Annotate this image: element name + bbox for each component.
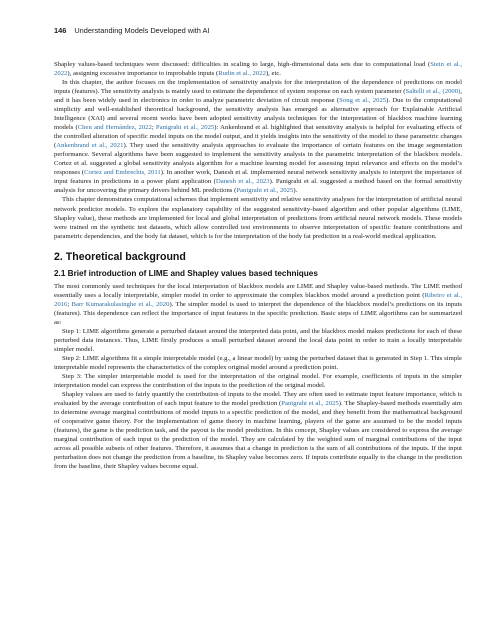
- citation-link[interactable]: Rudin et al., 2022: [218, 70, 266, 78]
- body-text: [54, 60, 462, 471]
- citation-link[interactable]: Ankenbrand et al., 2021: [56, 142, 124, 150]
- text-run: ). The Shapley-based methods essentially aim to determine average marginal contributions of model inputs to a specific prediction of the model, and they benefit from the mathematical background of cooperative game theory. For the implementation of game theory in machine learning, players of the game are assumed to be the model inputs (features), the game is the prediction task, and the payout is the model prediction. In this concept, Shapley values are considered to express the average marginal contribution of each input to the prediction of the model. They are calculated by the weighted sum of marginal contributions of the input across all possible subsets of other features. Therefore, it assumes that a change in prediction is the sum of all contributions of the inputs. If the input perturbation does not change the prediction from a baseline, its Shapley value becomes zero. If inputs contribute equally to the change in the prediction from the baseline, their Shapley values become equal.: [54, 400, 462, 471]
- text-run: ;: [67, 300, 72, 308]
- text-run: ). Due to the computational simplicity and well-established theoretical background, the sensitivity analysis has emerged as alternative approach for Explainable Artificial Intelligence (XAI) and several recent works have been adopted sensitivity analysis techniques for the interpretation of blackbox machine learning models (: [54, 97, 462, 132]
- text-run: ). The simpler model is used to interpret the dependence of the blackbox model’s predictions on its inputs (features). This dependence can reflect the importance of input features in the specific prediction. Basic steps of LIME algorithms can be summarized as:: [54, 300, 462, 326]
- text-run: Step 3: The simpler interpretable model is used for the interpretation of the original model. For example, coefficients of inputs in the simpler interpretation model can express the contribution of the inputs to the prediction of the original model.: [54, 372, 462, 389]
- paragraph: [54, 390, 462, 471]
- citation-link[interactable]: Panigrahi et al., 2025: [155, 124, 215, 132]
- running-header: [54, 26, 462, 36]
- paragraph: [54, 327, 462, 354]
- text-run: ;: [151, 124, 156, 132]
- citation-link[interactable]: Cortez and Embrechts, 2011: [84, 169, 161, 177]
- running-title: Understanding Models Developed with AI: [74, 26, 210, 35]
- text-run: ), assigning excessive importance to improbable inputs (: [67, 70, 219, 78]
- paragraph: [54, 282, 462, 327]
- page-number: 146: [54, 26, 67, 35]
- text-run: ). In another work, Danesh et al. implemented neural network sensitivity analysis to interpret the importance of input features in predictions in a power plant application (: [54, 169, 462, 186]
- text-run: Step 2: LIME algorithms fit a simple interpretable model (e.g., a linear model) by using the perturbed dataset that is generated in Step 1. This simple interpretable model represents the characteristics of the complex original model around a prediction point.: [54, 354, 462, 371]
- citation-link[interactable]: Chen and Hernández, 2022: [77, 124, 152, 132]
- citation-link[interactable]: Barr Kumarakulasinghe et al., 2020: [71, 300, 170, 308]
- citation-link[interactable]: Stein et al., 2022: [54, 61, 462, 78]
- text-run: Step 1: LIME algorithms generate a perturbed dataset around the interpreted data point, and the blackbox model makes predictions for each of these perturbed data instances. Thus, LIME firstly produces a small perturbed dataset around the local data point in order to train a locally interpretable simpler model.: [54, 327, 462, 353]
- text-run: Shapley values-based techniques were discussed: difficulties in scaling to large, high-dimensional data sets due to computational load (: [54, 61, 431, 68]
- citation-link[interactable]: Panigrahi et al., 2025: [281, 400, 339, 408]
- paragraph: [54, 78, 462, 195]
- section-heading: 2. Theoretical background: [54, 250, 186, 263]
- text-run: ). They used the sensitivity analysis approaches to evaluate the importance of certain features on the image segmentation performance. Several algorithms have been suggested to implement the sensitivity analysis in the parametric interpretation of the blackbox models. Cortez et al. suggested a global sensitivity analysis algorithm for a machine learning model for assessing input relevance and effects on the model’s responses (: [54, 142, 462, 177]
- subsection-heading: 2.1 Brief introduction of LIME and Shapley values based techniques: [54, 268, 318, 278]
- text-run: ). Panigrahi et al. suggested a method based on the formal sensitivity analysis for uncovering the primary drivers behind ML predictions (: [54, 178, 462, 195]
- paragraph: [54, 354, 462, 372]
- text-run: Shapley values are used to fairly quantify the contribution of inputs to the model. They are often used to estimate input feature importance, which is evaluated by the average contribution of each input feature to the model prediction (: [54, 391, 462, 408]
- text-run: , and it has been widely used in electronics in order to analyze parametric deviation of circuit response (: [54, 88, 462, 105]
- citation-link[interactable]: Song et al., 2025: [339, 97, 387, 105]
- text-run: The most commonly used techniques for the local interpretation of blackbox models are LIME and Shapley value-based methods. The LIME method essentially uses a locally interpretable, simpler model in order to approximate the complex blackbox model around a prediction point (: [54, 282, 462, 299]
- text-run: ).: [293, 187, 298, 195]
- paragraph: [54, 60, 462, 78]
- citation-link[interactable]: Panigrahi et al., 2025: [236, 187, 294, 195]
- citation-link[interactable]: Ribeiro et al., 2016: [54, 291, 462, 308]
- text-run: In this chapter, the author focuses on the implementation of sensitivity analysis for the interpretation of the dependence of predictions on model inputs (features). The sensitivity analysis is mainly used to estimate the dependence of system response on each system parameter (: [54, 79, 462, 96]
- paragraph: [54, 372, 462, 390]
- citation-link[interactable]: Danesh et al., 2023: [215, 178, 270, 186]
- text-run: ): Ankenbrand et al. highlighted that sensitivity analysis is helpful for evaluating effects of the controlled alteration of specific model inputs on the model output, and it yields insights into the sensitivity of the model to these parametric changes (: [54, 124, 463, 150]
- paragraph: [54, 195, 462, 240]
- citation-link[interactable]: Saltelli et al., (2000): [405, 88, 461, 96]
- text-run: This chapter demonstrates computational schemes that implement sensitivity and relative sensitivity analyses for the interpretation of artificial neural network predictor models. To explore the explanatory capability of the suggested sensitivity-based algorithm and other popular algorithms (LIME, Shapley value), these methods are implemented for local and global interpretation of predictions from artificial neural network models. These models were trained on the synthetic test datasets, which allow controlled test environments to observe interpretation of specific feature contributions and parametric dependencies, and the body fat dataset, which is for the interpretation of the body fat prediction in a real-world medical application.: [54, 196, 462, 240]
- text-run: ), etc.: [265, 70, 281, 78]
